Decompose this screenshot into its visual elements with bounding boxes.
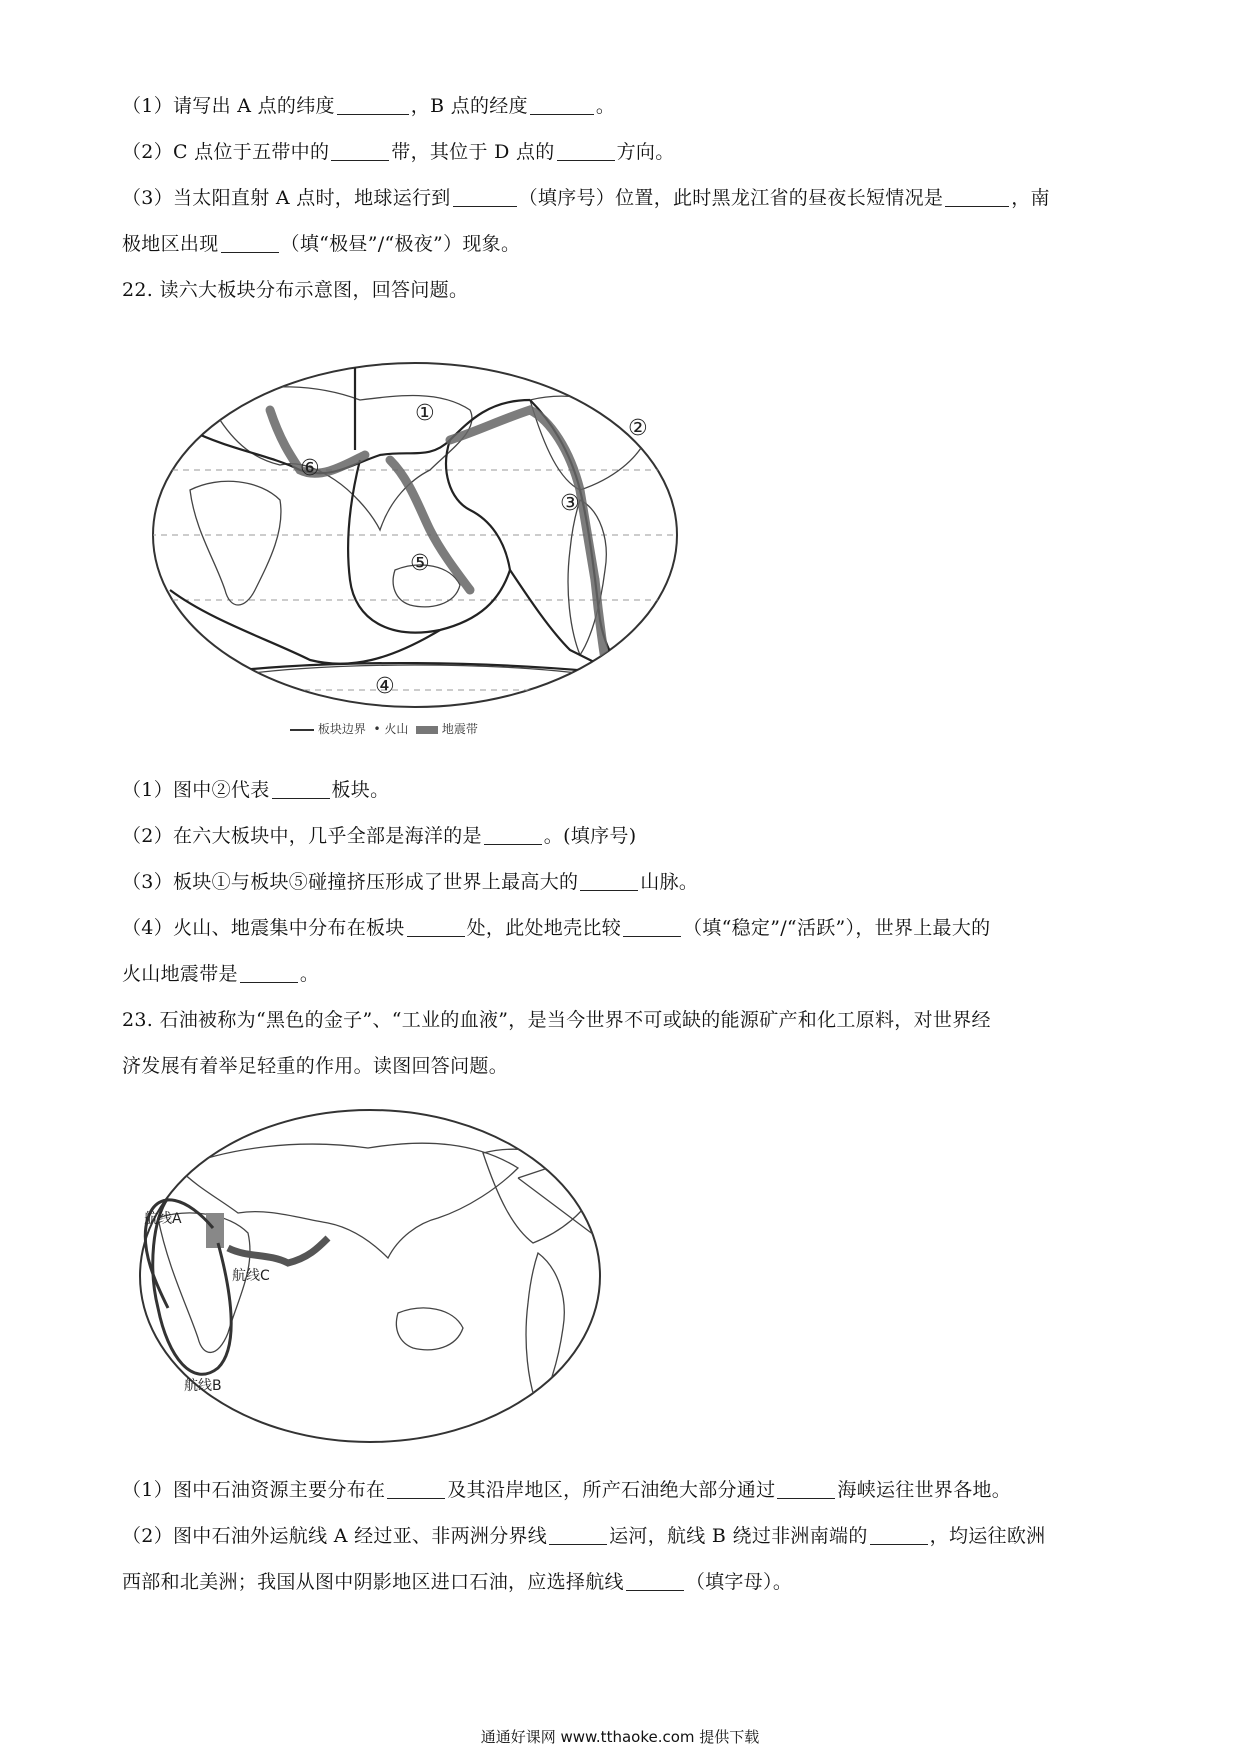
q22-sub4: （4）火山、地震集中分布在板块 处，此处地壳比较 （填“稳定”/“活跃”），世界上最大的 [122,917,991,939]
page-footer: 通通好课网 www.tthaoke.com 提供下载 [480,1728,760,1746]
answer-blank[interactable] [331,140,389,161]
legend-boundary-label: 板块边界 [317,722,366,736]
map-legend [290,720,478,737]
q23-title-line2: 济发展有着举足轻重的作用。读图回答问题。 [122,1055,509,1077]
q23-sub1: （1）图中石油资源主要分布在 及其沿岸地区，所产石油绝大部分通过 海峡运往世界各地。 [122,1479,1012,1501]
q23-sub2: （2）图中石油外运航线 A 经过亚、非两洲分界线 运河，航线 B 绕过非洲南端的 ，均运往欧洲 [122,1525,1046,1547]
plate-label-3: ③ [560,491,580,516]
plate-label-6: ⑥ [300,456,320,481]
q21-sub1: （1）请写出 A 点的纬度 ，B 点的经度 。 [122,95,616,117]
plate-map-figure [150,360,680,730]
q21-sub2: （2）C 点位于五带中的 带，其位于 D 点的 方向。 [122,141,675,163]
answer-blank[interactable] [580,870,638,891]
q21-sub3-cont: 极地区出现 （填“极昼”/“极夜”）现象。 [122,233,521,255]
answer-blank[interactable] [623,916,681,937]
answer-blank[interactable] [272,778,330,799]
answer-blank[interactable] [484,824,542,845]
answer-blank[interactable] [387,1478,445,1499]
q22-sub1: （1）图中②代表 板块。 [122,779,390,801]
q22-title: 22. 读六大板块分布示意图，回答问题。 [122,279,469,301]
quake-swatch [416,726,438,734]
legend-volcano-label: 火山 [384,722,409,736]
route-a-label: 航线A [144,1211,182,1227]
q23-sub2-cont: 西部和北美洲；我国从图中阴影地区进口石油，应选择航线 （填字母）。 [122,1571,793,1593]
q22-sub3: （3）板块①与板块⑤碰撞挤压形成了世界上最高大的 山脉。 [122,871,699,893]
route-b-label: 航线B [184,1378,222,1394]
plate-label-2: ② [628,416,648,441]
plate-label-4: ④ [375,674,395,699]
oil-region-shade [206,1213,224,1248]
answer-blank[interactable] [530,94,594,115]
answer-blank[interactable] [870,1524,928,1545]
legend-quake-label: 地震带 [441,722,478,736]
answer-blank[interactable] [240,962,298,983]
q21-sub3: （3）当太阳直射 A 点时，地球运行到 （填序号）位置，此时黑龙江省的昼夜长短情况是 ，南 [122,187,1050,209]
answer-blank[interactable] [626,1570,684,1591]
plate-label-1: ① [415,401,435,426]
boundary-swatch [290,729,314,731]
answer-blank[interactable] [407,916,465,937]
answer-blank[interactable] [777,1478,835,1499]
plate-label-5: ⑤ [410,551,430,576]
answer-blank[interactable] [549,1524,607,1545]
answer-blank[interactable] [337,94,409,115]
answer-blank[interactable] [453,186,517,207]
q22-sub2: （2）在六大板块中，几乎全部是海洋的是 。(填序号) [122,825,637,847]
answer-blank[interactable] [945,186,1009,207]
oil-route-map-figure [138,1108,608,1448]
q23-title-line1: 23. 石油被称为“黑色的金子”、“工业的血液”，是当今世界不可或缺的能源矿产和化工原料，对世界经 [122,1009,991,1031]
q22-sub4-cont: 火山地震带是 。 [122,963,320,985]
answer-blank[interactable] [221,232,279,253]
answer-blank[interactable] [557,140,615,161]
route-c-label: 航线C [232,1268,270,1284]
volcano-swatch: • [373,722,381,736]
